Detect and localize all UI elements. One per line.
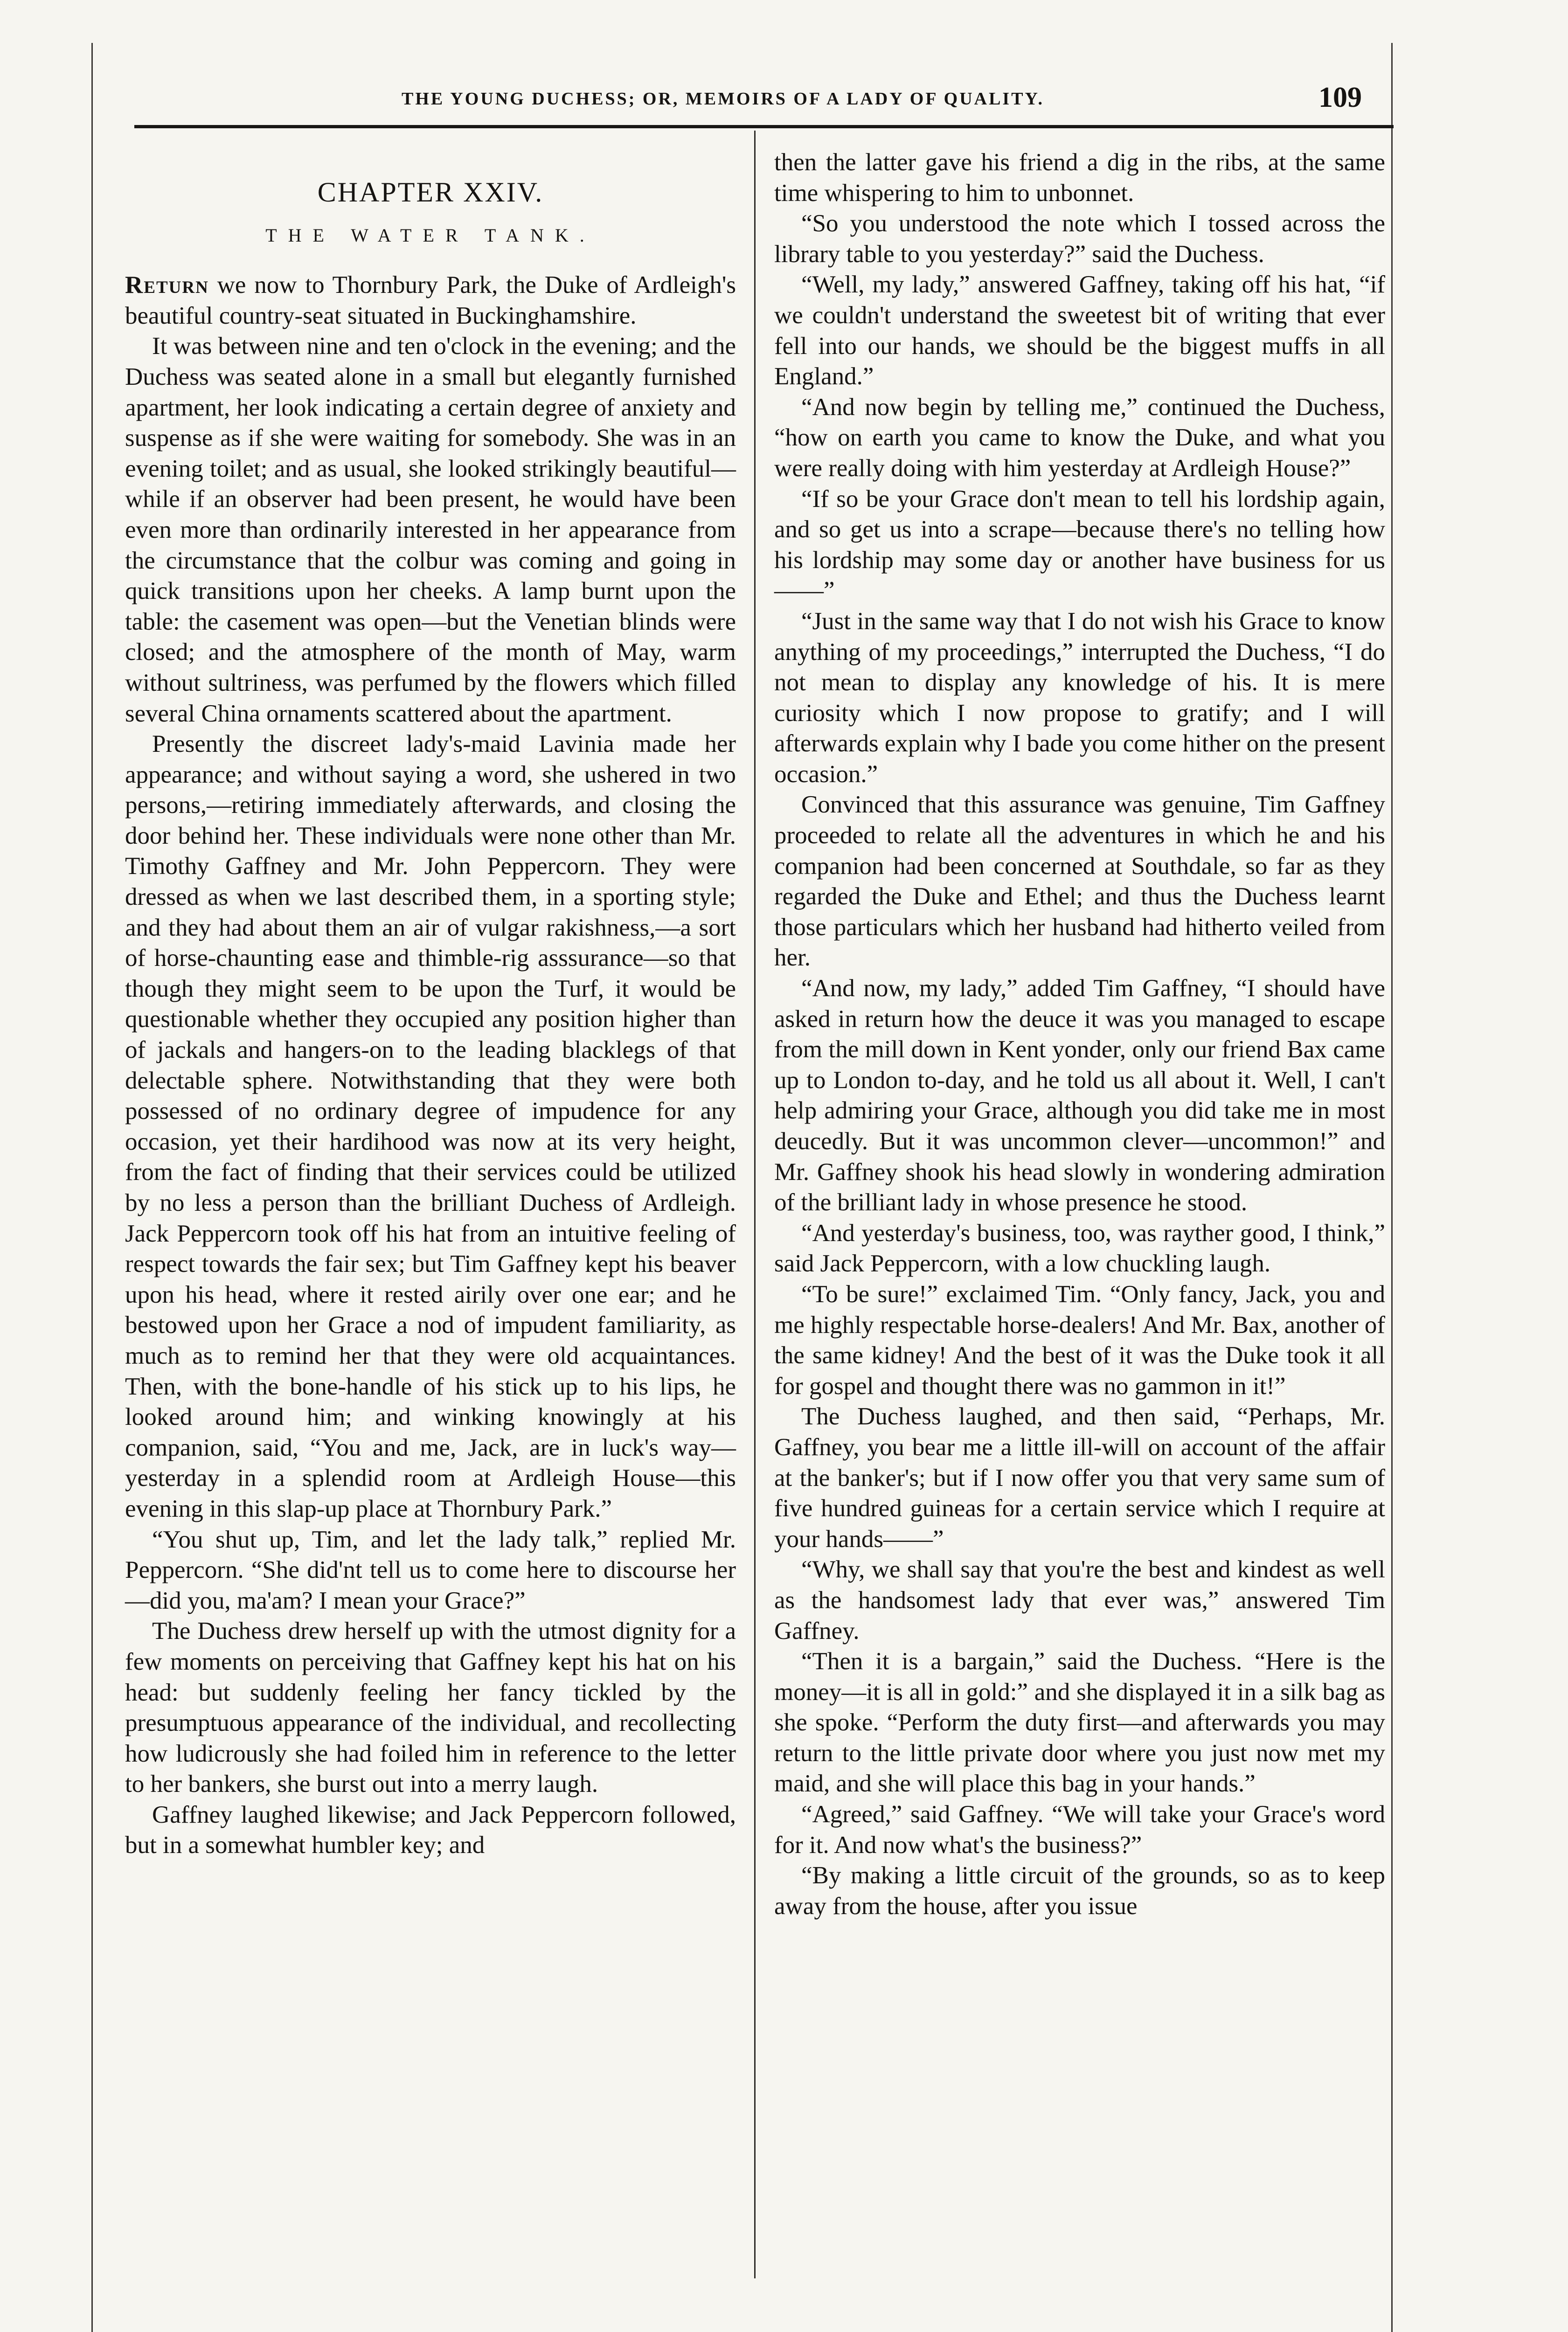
chapter-title: CHAPTER XXIV. (317, 177, 544, 208)
opening-word: Return (125, 271, 209, 299)
column-divider (754, 131, 756, 2278)
paragraph: “Well, my lady,” answered Gaffney, taking off his hat, “if we couldn't understand the sweetest bit of writing that ever fell into our hands, we should be the biggest muffs in all England.” (774, 271, 1385, 390)
left-column (125, 140, 736, 1861)
header-rule (134, 125, 1394, 128)
paragraph: “And yesterday's business, too, was rayther good, I think,” said Jack Peppercorn, with a low chuckling laugh. (774, 1219, 1385, 1277)
right-column (774, 147, 1385, 1922)
paragraph: Presently the discreet lady's-maid Lavinia made her appearance; and without saying a word, she ushered in two persons,—retiring immediately afterwards, and closing the door behind her. These individuals were none other than Mr. Timothy Gaffney and Mr. John Peppercorn. They were dressed as when we last described them, in a sporting style; and they had about them an air of vulgar rakishness,—a sort of horse-chaunting ease and thimble-rig asssurance—so that though they might seem to be upon the Turf, it would be questionable whether they occupied any position higher than of jackals and hangers-on to the leading blacklegs of that delectable sphere. Notwithstanding that they were both possessed of no ordinary degree of impudence for any occasion, yet their hardihood was now at its very height, from the fact of finding that their services could be utilized by no less a person than the brilliant Duchess of Ardleigh. Jack Peppercorn took off his hat from an intuitive feeling of respect towards the fair sex; but Tim Gaffney kept his beaver upon his head, where it rested airily over one ear; and he bestowed upon her Grace a nod of impudent familiarity, as much as to remind her that they were old acquaintances. Then, with the bone-handle of his stick up to his lips, he looked around him; and winking knowingly at his companion, said, “You and me, Jack, are in luck's way—yesterday in a splendid room at Ardleigh House—this evening in this slap-up place at Thornbury Park.” (125, 730, 736, 1522)
paragraph: Gaffney laughed likewise; and Jack Peppercorn followed, but in a somewhat humbler key; and (125, 1801, 736, 1859)
paragraph: “And now, my lady,” added Tim Gaffney, “I should have asked in return how the deuce it was you managed to escape from the mill down in Kent yonder, only our friend Bax came up to London to-day, and he told us all about it. Well, I can't help admiring your Grace, although you did take me in most deucedly. But it was uncommon clever—uncommon!” and Mr. Gaffney shook his head slowly in wondering admiration of the brilliant lady in whose presence he stood. (774, 975, 1385, 1216)
paragraph: “And now begin by telling me,” continued the Duchess, “how on earth you came to know the Duke, and what you were really doing with him yesterday at Ardleigh House?” (774, 393, 1385, 482)
paragraph: Convinced that this assurance was genuine, Tim Gaffney proceeded to relate all the adventures in which he and his companion had been concerned at Southdale, so far as they regarded the Duke and Ethel; and thus the Duchess learnt those particulars which her husband had hitherto veiled from her. (774, 791, 1385, 972)
page-number: 109 (1318, 82, 1362, 113)
paragraph: “Just in the same way that I do not wish his Grace to know anything of my proceedings,” interrupted the Duchess, “I do not mean to display any knowledge of his. It is mere curiosity which I now propose to gratify; and I will afterwards explain why I bade you come hither on the present occasion.” (774, 607, 1385, 788)
paragraph: “Agreed,” said Gaffney. “We will take your Grace's word for it. And now what's the business?” (774, 1801, 1385, 1859)
paragraph: It was between nine and ten o'clock in the evening; and the Duchess was seated alone in a small but elegantly furnished apartment, her look indicating a certain degree of anxiety and suspense as if she were waiting for somebody. She was in an evening toilet; and as usual, she looked strikingly beautiful—while if an observer had been present, he would have been even more than ordinarily interested in her appearance from the circumstance that the colbur was coming and going in quick transitions upon her cheeks. A lamp burnt upon the table: the casement was open—but the Venetian blinds were closed; and the atmosphere of the month of May, warm without sultriness, was perfumed by the flowers which filled several China ornaments scattered about the apartment. (125, 333, 736, 727)
running-title: THE YOUNG DUCHESS; OR, MEMOIRS OF A LADY OF QUALITY. (401, 89, 1045, 109)
paragraph: The Duchess drew herself up with the utmost dignity for a few moments on perceiving that Gaffney kept his hat on his head: but suddenly feeling her fancy tickled by the presumptuous appearance of the individual, and recollecting how ludicrously she had foiled him in reference to the letter to her bankers, she burst out into a merry laugh. (125, 1617, 736, 1798)
running-head (140, 79, 1371, 122)
paragraph: “Then it is a bargain,” said the Duchess. “Here is the money—it is all in gold:” and she displayed it in a silk bag as she spoke. “Perform the duty first—and afterwards you may return to the little private door where you just now met my maid, and she will place this bag in your hands.” (774, 1648, 1385, 1798)
paragraph: “So you understood the note which I tossed across the library table to you yesterday?” said the Duchess. (774, 210, 1385, 268)
section-title: THE WATER TANK. (265, 224, 596, 246)
paragraph: then the latter gave his friend a dig in the ribs, at the same time whispering to him to unbonnet. (774, 149, 1385, 207)
paragraph: “To be sure!” exclaimed Tim. “Only fancy, Jack, you and me highly respectable horse-dealers! And Mr. Bax, another of the same kidney! And the best of it was the Duke took it all for gospel and thought there was no gammon in it!” (774, 1280, 1385, 1400)
paragraph-text: we now to Thornbury Park, the Duke of Ardleigh's beautiful country-seat situated in Buckinghamshire. (125, 271, 736, 329)
paragraph: “By making a little circuit of the grounds, so as to keep away from the house, after you issue (774, 1862, 1385, 1920)
paragraph (125, 270, 736, 331)
paragraph: “If so be your Grace don't mean to tell his lordship again, and so get us into a scrape—because there's no telling how his lordship may some day or another have business for us——” (774, 485, 1385, 604)
paragraph: “You shut up, Tim, and let the lady talk,” replied Mr. Peppercorn. “She did'nt tell us to come here to discourse her—did you, ma'am? I mean your Grace?” (125, 1526, 736, 1614)
paragraph: “Why, we shall say that you're the best and kindest as well as the handsomest lady that ever was,” answered Tim Gaffney. (774, 1556, 1385, 1645)
paragraph: The Duchess laughed, and then said, “Perhaps, Mr. Gaffney, you bear me a little ill-will on account of the affair at the banker's; but if I now offer you that very same sum of five hundred guineas for a certain service which I require at your hands——” (774, 1403, 1385, 1553)
